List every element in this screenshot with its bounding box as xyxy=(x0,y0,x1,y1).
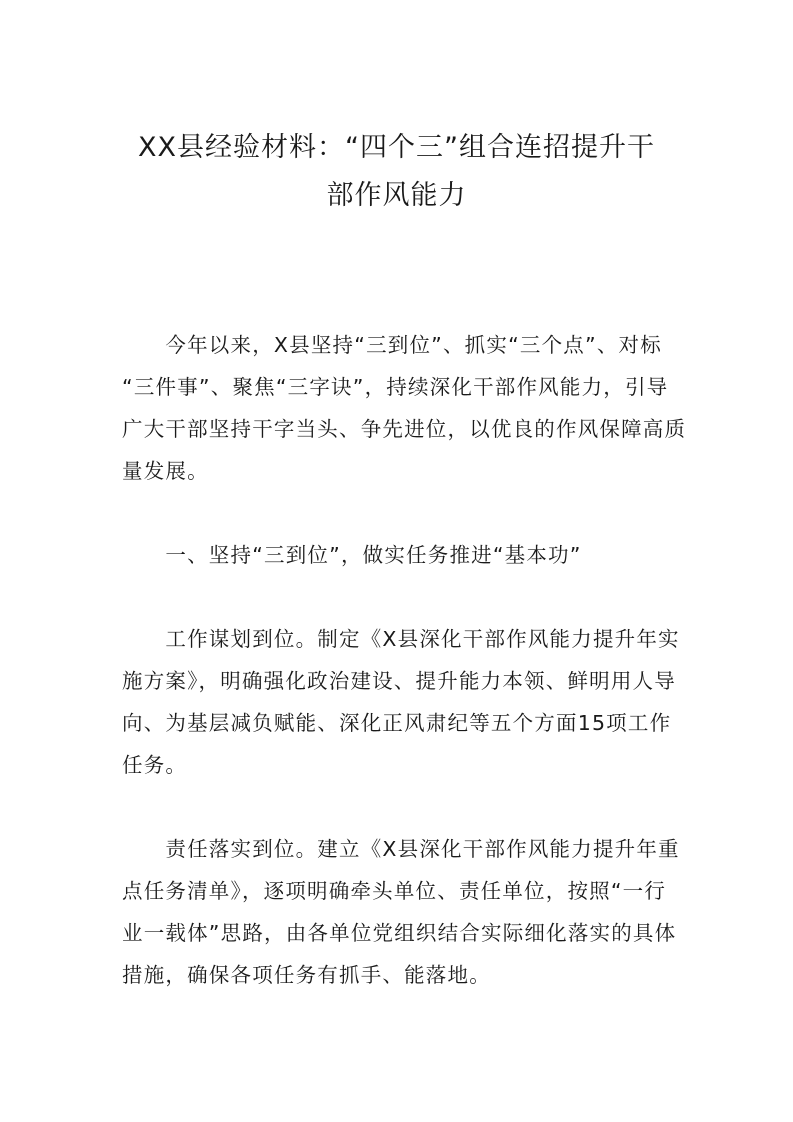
text-line: 一、坚持“三到位”，做实任务推进“基本功” xyxy=(122,543,582,567)
document-title xyxy=(100,124,693,220)
title-line: 部作风能力 xyxy=(326,180,467,211)
body-paragraph xyxy=(122,828,682,996)
text-line: 广大干部坚持干字当头、争先进位，以优良的作风保障高质 xyxy=(122,417,687,441)
text-line: 工作谋划到位。制定《X县深化干部作风能力提升年实 xyxy=(122,627,680,651)
text-line: 点任务清单》，逐项明确牵头单位、责任单位，按照“一行 xyxy=(122,879,667,903)
text-line: 措施，确保各项任务有抓手、能落地。 xyxy=(122,963,491,987)
section-heading xyxy=(122,534,682,576)
text-line: 任务。 xyxy=(122,753,188,777)
text-line: 今年以来，X县坚持“三到位”、抓实“三个点”、对标 xyxy=(122,333,662,357)
text-line: 业一载体”思路，由各单位党组织结合实际细化落实的具体 xyxy=(122,921,677,945)
text-line: 责任落实到位。建立《X县深化干部作风能力提升年重 xyxy=(122,837,680,861)
text-line: “三件事”、聚焦“三字诀”，持续深化干部作风能力，引导 xyxy=(122,375,669,399)
text-line: 量发展。 xyxy=(122,459,209,483)
text-line: 施方案》，明确强化政治建设、提升能力本领、鲜明用人导 xyxy=(122,669,676,693)
intro-paragraph xyxy=(122,324,687,492)
body-paragraph xyxy=(122,618,682,786)
title-line: XX县经验材料：“四个三”组合连招提升干 xyxy=(138,132,655,163)
text-line: 向、为基层减负赋能、深化正风肃纪等五个方面15项工作 xyxy=(122,711,672,735)
